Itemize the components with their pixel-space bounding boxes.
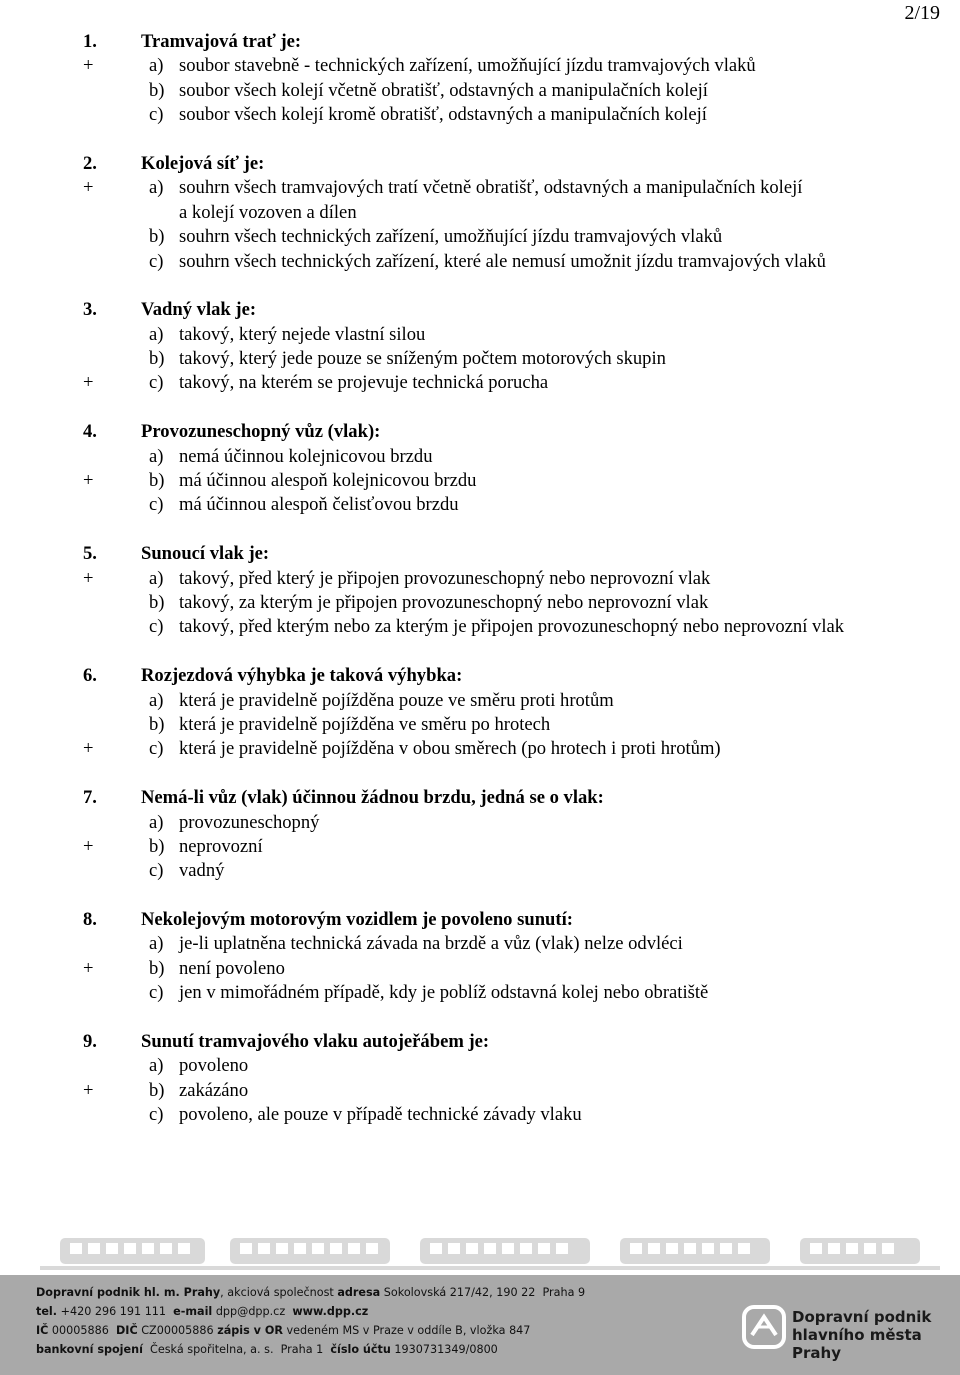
answer-label: a) xyxy=(149,933,164,955)
question-number: 7. xyxy=(83,787,97,809)
answer-label: b) xyxy=(149,591,165,613)
answer-label: a) xyxy=(149,567,164,589)
footer-text-segment: e-mail xyxy=(173,1305,213,1318)
correct-answer-mark: + xyxy=(83,1079,94,1101)
answer-text: která je pravidelně pojížděna v obou směrech (po hrotech i proti hrotům) xyxy=(179,738,721,760)
answer-label: b) xyxy=(149,470,165,492)
answer-option xyxy=(0,737,960,761)
footer-text-segment: 00005886 xyxy=(48,1324,116,1337)
question-heading xyxy=(0,298,960,322)
answer-label: b) xyxy=(149,713,165,735)
answer-option xyxy=(0,323,960,347)
answer-text: soubor všech kolejí včetně obratišť, odstavných a manipulačních kolejí xyxy=(179,79,708,101)
answer-label: a) xyxy=(149,1055,164,1077)
question-title: Sunoucí vlak je: xyxy=(141,543,270,565)
answer-text: soubor všech kolejí kromě obratišť, odstavných a manipulačních kolejí xyxy=(179,104,707,126)
question-heading xyxy=(0,908,960,932)
answer-label: c) xyxy=(149,616,164,638)
answer-label: a) xyxy=(149,689,164,711)
answer-option xyxy=(0,859,960,883)
answer-label: a) xyxy=(149,55,164,77)
footer-text-segment: Sokolovská 217/42, 190 22 Praha 9 xyxy=(380,1286,586,1299)
question-title: Sunutí tramvajového vlaku autojeřábem je: xyxy=(141,1031,490,1053)
footer-line-registration xyxy=(36,1321,585,1340)
answer-option xyxy=(0,347,960,371)
answer-option-continuation xyxy=(0,201,960,225)
answer-option xyxy=(0,1103,960,1127)
answer-label: a) xyxy=(149,177,164,199)
footer-line-bank xyxy=(36,1340,585,1359)
question-6 xyxy=(0,664,960,762)
footer-text-segment: +420 296 191 111 xyxy=(57,1305,174,1318)
question-3 xyxy=(0,298,960,396)
answer-text: takový, na kterém se projevuje technická porucha xyxy=(179,372,549,394)
question-number: 8. xyxy=(83,909,97,931)
answer-option xyxy=(0,176,960,200)
answer-option xyxy=(0,250,960,274)
answer-text: povoleno, ale pouze v případě technické závady vlaku xyxy=(179,1104,582,1126)
question-8 xyxy=(0,908,960,1006)
question-title: Provozuneschopný vůz (vlak): xyxy=(141,421,381,443)
company-info xyxy=(36,1283,585,1359)
question-title: Vadný vlak je: xyxy=(141,299,257,321)
footer-line-company xyxy=(36,1283,585,1302)
footer-text-segment: Česká spořitelna, a. s. Praha 1 xyxy=(142,1343,331,1356)
answer-label: b) xyxy=(149,957,165,979)
question-title: Nemá-li vůz (vlak) účinnou žádnou brzdu, jedná se o vlak: xyxy=(141,787,604,809)
question-1 xyxy=(0,30,960,128)
answer-text: souhrn všech technických zařízení, které ale nemusí umožnit jízdu tramvajových vlaků xyxy=(179,250,826,272)
answer-label: c) xyxy=(149,494,164,516)
answer-text: má účinnou alespoň kolejnicovou brzdu xyxy=(179,470,477,492)
answer-text: takový, který jede pouze se sníženým počtem motorových skupin xyxy=(179,348,666,370)
question-4 xyxy=(0,420,960,518)
answer-text: která je pravidelně pojížděna pouze ve směru proti hrotům xyxy=(179,689,614,711)
correct-answer-mark: + xyxy=(83,567,94,589)
answer-text: soubor stavebně - technických zařízení, umožňující jízdu tramvajových vlaků xyxy=(179,55,756,77)
footer-text-segment: číslo účtu xyxy=(330,1343,391,1356)
answer-text: nemá účinnou kolejnicovou brzdu xyxy=(179,445,433,467)
answer-label: c) xyxy=(149,738,164,760)
tram-silhouette-icon xyxy=(40,1232,940,1272)
correct-answer-mark: + xyxy=(83,738,94,760)
logo-text-line2: hlavního města Prahy xyxy=(792,1326,922,1362)
answer-text: není povoleno xyxy=(179,957,285,979)
answer-label: c) xyxy=(149,372,164,394)
logo-text-line1: Dopravní podnik xyxy=(792,1308,932,1326)
answer-text: zakázáno xyxy=(179,1079,249,1101)
answer-option xyxy=(0,713,960,737)
question-number: 9. xyxy=(83,1031,97,1053)
footer-text-segment: tel. xyxy=(36,1305,58,1318)
answer-label: c) xyxy=(149,860,164,882)
answer-option xyxy=(0,103,960,127)
answer-option xyxy=(0,371,960,395)
answer-option xyxy=(0,811,960,835)
question-7 xyxy=(0,786,960,884)
footer-text-segment: 1930731349/0800 xyxy=(390,1343,498,1356)
question-number: 6. xyxy=(83,665,97,687)
footer-text-segment: IČ xyxy=(36,1324,49,1337)
answer-option xyxy=(0,1079,960,1103)
footer-text-segment: CZ00005886 xyxy=(137,1324,218,1337)
correct-answer-mark: + xyxy=(83,957,94,979)
answer-option xyxy=(0,957,960,981)
question-number: 1. xyxy=(83,31,97,52)
footer-text-segment: Dopravní podnik hl. m. Prahy xyxy=(36,1286,221,1299)
answer-text: takový, za kterým je připojen provozuneschopný nebo neprovozní vlak xyxy=(179,591,709,613)
question-number: 4. xyxy=(83,421,97,443)
footer-text-segment: dpp@dpp.cz xyxy=(212,1305,293,1318)
answer-option xyxy=(0,615,960,639)
question-title: Nekolejovým motorovým vozidlem je povoleno sunutí: xyxy=(141,909,573,931)
question-5 xyxy=(0,542,960,640)
correct-answer-mark: + xyxy=(83,372,94,394)
answer-label: b) xyxy=(149,835,165,857)
answer-label: c) xyxy=(149,1104,164,1126)
answer-option xyxy=(0,1054,960,1078)
question-9 xyxy=(0,1030,960,1128)
answer-text: povoleno xyxy=(179,1055,249,1077)
footer-text-segment: DIČ xyxy=(116,1324,138,1337)
question-number: 2. xyxy=(83,152,97,174)
dpp-logo-icon xyxy=(742,1305,786,1349)
answer-option xyxy=(0,493,960,517)
question-heading xyxy=(0,1030,960,1054)
answer-text: neprovozní xyxy=(179,835,263,857)
footer-text-segment: adresa xyxy=(337,1286,381,1299)
answer-option xyxy=(0,932,960,956)
question-list xyxy=(0,30,960,1152)
answer-text: souhrn všech technických zařízení, umožňující jízdu tramvajových vlaků xyxy=(179,226,723,248)
answer-text: a kolejí vozoven a dílen xyxy=(179,201,357,223)
answer-label: a) xyxy=(149,811,164,833)
answer-option xyxy=(0,591,960,615)
question-heading xyxy=(0,786,960,810)
answer-text: jen v mimořádném případě, kdy je poblíž odstavná kolej nebo obratiště xyxy=(179,982,709,1004)
answer-text: která je pravidelně pojížděna ve směru po hrotech xyxy=(179,713,551,735)
answer-label: c) xyxy=(149,104,164,126)
question-heading xyxy=(0,420,960,444)
answer-label: b) xyxy=(149,348,165,370)
answer-text: vadný xyxy=(179,860,225,882)
logo-text xyxy=(792,1308,960,1362)
question-heading xyxy=(0,152,960,176)
answer-label: b) xyxy=(149,226,165,248)
question-title: Rozjezdová výhybka je taková výhybka: xyxy=(141,665,463,687)
answer-label: c) xyxy=(149,982,164,1004)
answer-label: c) xyxy=(149,250,164,272)
footer-line-contact xyxy=(36,1302,585,1321)
answer-option xyxy=(0,689,960,713)
answer-text: takový, před který je připojen provozuneschopný nebo neprovozní vlak xyxy=(179,567,711,589)
footer-text-segment: bankovní spojení xyxy=(36,1343,143,1356)
answer-label: b) xyxy=(149,1079,165,1101)
answer-text: má účinnou alespoň čelisťovou brzdu xyxy=(179,494,459,516)
answer-option xyxy=(0,54,960,78)
answer-option xyxy=(0,835,960,859)
correct-answer-mark: + xyxy=(83,835,94,857)
answer-option xyxy=(0,79,960,103)
answer-text: takový, před kterým nebo za kterým je připojen provozuneschopný nebo neprovozní vlak xyxy=(179,616,845,638)
footer-text-segment: www.dpp.cz xyxy=(292,1305,369,1318)
question-heading xyxy=(0,664,960,688)
footer-text-segment: zápis v OR xyxy=(217,1324,283,1337)
company-footer xyxy=(0,1275,960,1375)
footer-text-segment: vedeném MS v Praze v oddíle B, vložka 847 xyxy=(282,1324,531,1337)
answer-label: b) xyxy=(149,79,165,101)
answer-option xyxy=(0,225,960,249)
correct-answer-mark: + xyxy=(83,177,94,199)
answer-option xyxy=(0,445,960,469)
answer-text: je-li uplatněna technická závada na brzdě a vůz (vlak) nelze odvléci xyxy=(179,933,683,955)
answer-option xyxy=(0,567,960,591)
answer-label: a) xyxy=(149,323,164,345)
question-2 xyxy=(0,152,960,274)
question-heading xyxy=(0,30,960,54)
answer-label: a) xyxy=(149,445,164,467)
footer-text-segment: , akciová společnost xyxy=(220,1286,338,1299)
question-number: 5. xyxy=(83,543,97,565)
answer-text: provozuneschopný xyxy=(179,811,320,833)
correct-answer-mark: + xyxy=(83,470,94,492)
answer-option xyxy=(0,469,960,493)
question-title: Kolejová síť je: xyxy=(141,152,265,174)
question-title: Tramvajová trať je: xyxy=(141,31,302,52)
answer-text: takový, který nejede vlastní silou xyxy=(179,323,426,345)
correct-answer-mark: + xyxy=(83,55,94,77)
question-heading xyxy=(0,542,960,566)
question-number: 3. xyxy=(83,299,97,321)
answer-text: souhrn všech tramvajových tratí včetně obratišť, odstavných a manipulačních kolejí xyxy=(179,177,803,199)
page-number: 2/19 xyxy=(904,2,940,24)
answer-option xyxy=(0,981,960,1005)
